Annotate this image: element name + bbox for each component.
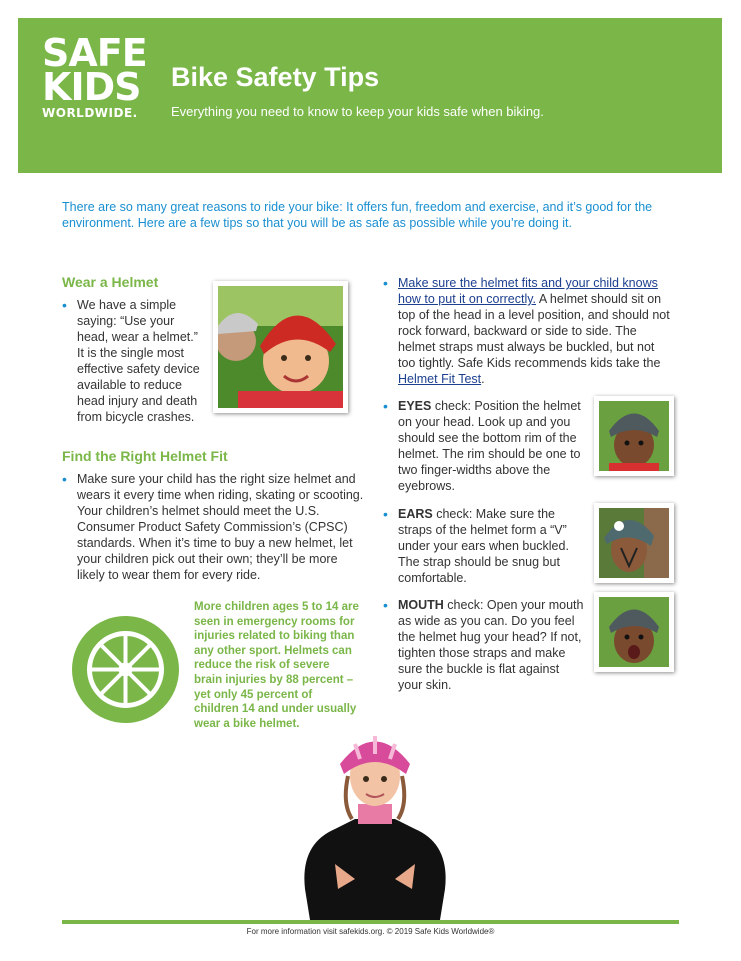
- bullet-icon: •: [62, 297, 67, 313]
- bullet-eyes-check: [383, 398, 585, 494]
- bullet-icon: •: [383, 597, 388, 613]
- heading-helmet-fit: Find the Right Helmet Fit: [62, 448, 228, 464]
- page-title: Bike Safety Tips: [171, 62, 380, 92]
- bullet-icon: •: [383, 275, 388, 291]
- bullet-text: Make sure your child has the right size helmet and wears it every time when riding, skating or scooting. Your children’s helmet should meet the U.S. Consumer Product Safety Commission’s (CPSC) standards. When it’s time to buy a new helmet, let your children pick out their own; they’ll be more likely to wear them for every ride.: [77, 472, 364, 582]
- bullet-text: check: Make sure the straps of the helmet form a “V” under your ears when buckled. The strap should be snug but comfortable.: [398, 507, 569, 585]
- bullet-text: check: Open your mouth as wide as you can. Do you feel the helmet hug your head? If not, tighten those straps and make sure the buckle is flat against your skin.: [398, 598, 584, 692]
- photo-girl-helmet: [300, 724, 450, 920]
- photo-ears-check: [594, 503, 674, 583]
- bullet-icon: •: [383, 506, 388, 522]
- bullet-ears-check: [383, 506, 585, 586]
- stat-callout: More children ages 5 to 14 are seen in emergency rooms for injuries related to biking than any other sport. Helmets can reduce the risk of severe brain injuries by 88 percent – yet only 45 percent of children 14 and under usually wear a bike helmet.: [194, 601, 359, 730]
- bullet-text: A helmet should sit on top of the head in a level position, and should not rock forward, backward or side to side. The helmet straps must always be buckled, but not too tightly. Safe Kids recommends kids take the: [398, 292, 670, 370]
- eyes-label: EYES: [398, 399, 432, 413]
- heading-wear-helmet: Wear a Helmet: [62, 274, 159, 290]
- photo-kids-helmets: [213, 281, 348, 413]
- footer-text: For more information visit safekids.org. © 2019 Safe Kids Worldwide®: [246, 927, 495, 936]
- link-helmet-fit-test[interactable]: Helmet Fit Test: [398, 372, 482, 386]
- photo-eyes-check: [594, 396, 674, 476]
- mouth-label: MOUTH: [398, 598, 444, 612]
- bullet-helmet-fit: [62, 471, 367, 583]
- logo-line-2: KIDS: [42, 65, 141, 109]
- footer-divider: [62, 920, 679, 924]
- bullet-text: check: Position the helmet on your head. Look up and you should see the bottom rim of the helmet. The rim should be one to two finger-widths above the eyebrows.: [398, 399, 581, 493]
- link-helmet-fits[interactable]: Make sure the helmet fits and your child knows how to put it on correctly.: [398, 276, 658, 306]
- safe-kids-logo: [42, 31, 147, 120]
- ears-label: EARS: [398, 507, 433, 521]
- logo-line-1: SAFE: [42, 31, 147, 75]
- bullet-wear-helmet: [62, 297, 207, 425]
- photo-mouth-check: [594, 592, 674, 672]
- bullet-text: We have a simple saying: “Use your head, wear a helmet.” It is the single most effective safety device available to reduce head injury and death from bicycle crashes.: [77, 298, 200, 424]
- page-subtitle: Everything you need to know to keep your kids safe when biking.: [171, 104, 544, 119]
- logo-line-3: WORLDWIDE.: [42, 106, 138, 120]
- bullet-mouth-check: [383, 597, 585, 693]
- intro-paragraph: There are so many great reasons to ride your bike: It offers fun, freedom and exercise, and it’s good for the environment. Here are a few tips so that you will be as safe as possible while you’re doing it.: [62, 200, 653, 230]
- bullet-icon: •: [383, 398, 388, 414]
- bullet-text-end: .: [481, 372, 485, 386]
- bike-wheel-icon: [72, 616, 179, 723]
- bullet-icon: •: [62, 471, 67, 487]
- bullet-helmet-fits: [383, 275, 673, 387]
